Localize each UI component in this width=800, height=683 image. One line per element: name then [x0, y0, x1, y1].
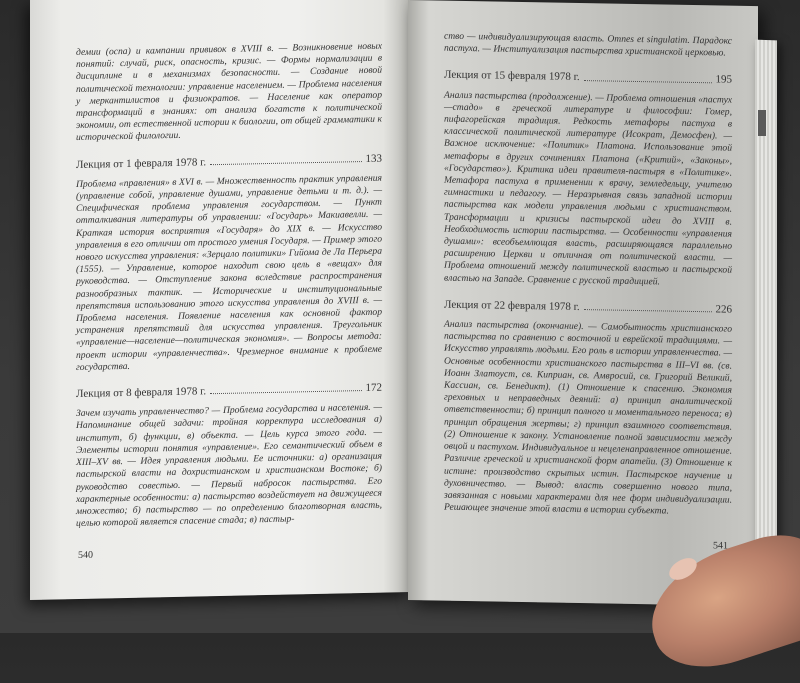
lecture-page-number: 195: [715, 73, 732, 87]
page-folio: 540: [78, 549, 93, 561]
lecture-summary: Проблема «правления» в XVI в. — Множественность практик управления (управление собой, управление душами, управление детьми и т. д.). — Специфическая проблема управления государством. — Пункт отталкивания литературы об управлении: «Государь» Макиавелли. — Краткая история восприятия «Государя» до XIX в. — Искусство управления в его отличии от простого умения Государя. — Пример этого нового искусства управления: «Зерцало политики» Гийома де Ла Перьера (1555). — Управление, которое находит свою цель в «вещах» для руководства. — Отступление закона вследствие распространения разнообразных тактик. — Исторические и институциональные препятствия использованию этого искусства управления до XVIII в. — Проблема населения. Появление населения как основной фактор устранения препятствий для искусства управления. Треугольник «управление—население—политическая экономия». — Вопросы метода: проект истории «управленчества». Чрезмерное внимание к проблеме государства.: [76, 172, 382, 373]
opening-paragraph: демии (оспа) и кампании прививок в XVIII в. — Возникновение новых понятий: случай, риск, опасность, кризис. — Формы нормализации в дисциплине и в механизмах безопасности. — Создание новой политической технологии: управление населением. — Проблема населения у меркантилистов и физиократов. — Население как оператор трансформаций в знаниях: от анализа богатств к политической экономии, от естественной истории к биологии, от общей грамматики к исторической филологии.: [76, 40, 382, 144]
lecture-summary: Анализ пастырства (продолжение). — Проблема отношения «пастух—стадо» в греческой литературе и философии: Гомер, пифагорейская традиция. Редкость метафоры пастуха в классической политической литературе (Исократ, Демосфен). — Важное исключение: «Политик» Платона. Использование этой метафоры в других сочинениях Платона («Критий», «Законы», «Государство»). Критика идеи правителя-пастыря в «Политике». Метафора пастуха в применении к врачу, земледельцу, учителю гимнастики и педагогу. — Неразрывная связь западной истории пастырства как модели управления людьми с христианством. Трансформации и кризисы пастырской идеи до XVIII в. Необходимость истории пастырства. — Особенности «управления душами»: всеобъемлющая власть, расширяющаяся параллельно расширению Церкви и отличная от политической власти. — Проблема отношений между политической властью и пастырской властью на Западе. Сравнение с русской традицией.: [444, 89, 732, 288]
page-folio: 541: [713, 540, 728, 552]
lecture-title: Лекция от 1 февраля 1978 г.: [76, 155, 207, 171]
lecture-title: Лекция от 8 февраля 1978 г.: [76, 385, 207, 401]
lecture-page-number: 226: [715, 303, 732, 316]
lecture-heading: [76, 152, 382, 171]
left-page: [30, 0, 410, 600]
right-page: [408, 0, 758, 606]
leader-dots: [584, 71, 712, 82]
lecture-heading: [444, 69, 732, 86]
lecture-title: Лекция от 15 февраля 1978 г.: [444, 69, 580, 84]
leader-dots: [584, 301, 712, 312]
bookmark-tab: [758, 110, 766, 136]
leader-dots: [210, 382, 361, 394]
left-page-text: [76, 41, 382, 531]
lecture-title: Лекция от 22 февраля 1978 г.: [444, 298, 580, 313]
lecture-summary: Зачем изучать управленчество? — Проблема государства и населения. — Напоминание общей задачи: тройная корректура исследования а) институт, б) функции, в) объекта. — Цель курса этого года. — Элементы истории понятия «управление». Его семантический объем в XIII–XV вв. — Идея управления людьми. Ее источники: а) организация пастырской власти на дохристианском и христианском Востоке; б) руководство совестью. — Первый набросок пастырства. Его характерные особенности: а) пастырство воздействует на движущееся множество; б) пастырство — по определению благотворная власть, целью которой является спасение стада; в) пастыр-: [76, 401, 382, 530]
lecture-heading: [444, 298, 732, 315]
opening-paragraph: ство — индивидуализирующая власть. Omnes et singulatim. Парадокс пастуха. — Институализация пастырства христианской церковью.: [444, 30, 732, 59]
leader-dots: [210, 153, 361, 165]
lecture-page-number: 133: [365, 152, 382, 165]
lecture-heading: [76, 382, 382, 401]
lecture-summary: Анализ пастырства (окончание). — Самобытность христианского пастырства по сравнению с восточной и еврейской традициями. — Искусство управлять людьми. Его роль в истории управленчества. — Основные особенности христианского пастырства в III–VI вв. (св. Иоанн Златоуст, св. Киприан, св. Амвросий, св. Григорий Великий, Кассиан, св. Бенедикт). (1) Отношение к спасению. Экономия греховных и неправедных деяний: а) принцип аналитической ответственности; б) принцип полного и моментального переноса; в) принцип обращения жертвы; г) принцип взаимного соответствия. (2) Отношение к закону. Установление полной зависимости между овцой и пастухом. Индивидуальное и нецеленаправленное отношение. Различие греческой и христианской форм апатейи. (3) Отношение к истине: производство скрытых истин. Пастырское научение и духовничество. — Вывод: власть совершенно нового типа, завязанная с новыми характерами для нее форм индивидуализации. Решающее значение этой власти в истории субъекта.: [444, 318, 732, 517]
lecture-page-number: 172: [365, 381, 382, 395]
right-page-text: [444, 31, 732, 519]
